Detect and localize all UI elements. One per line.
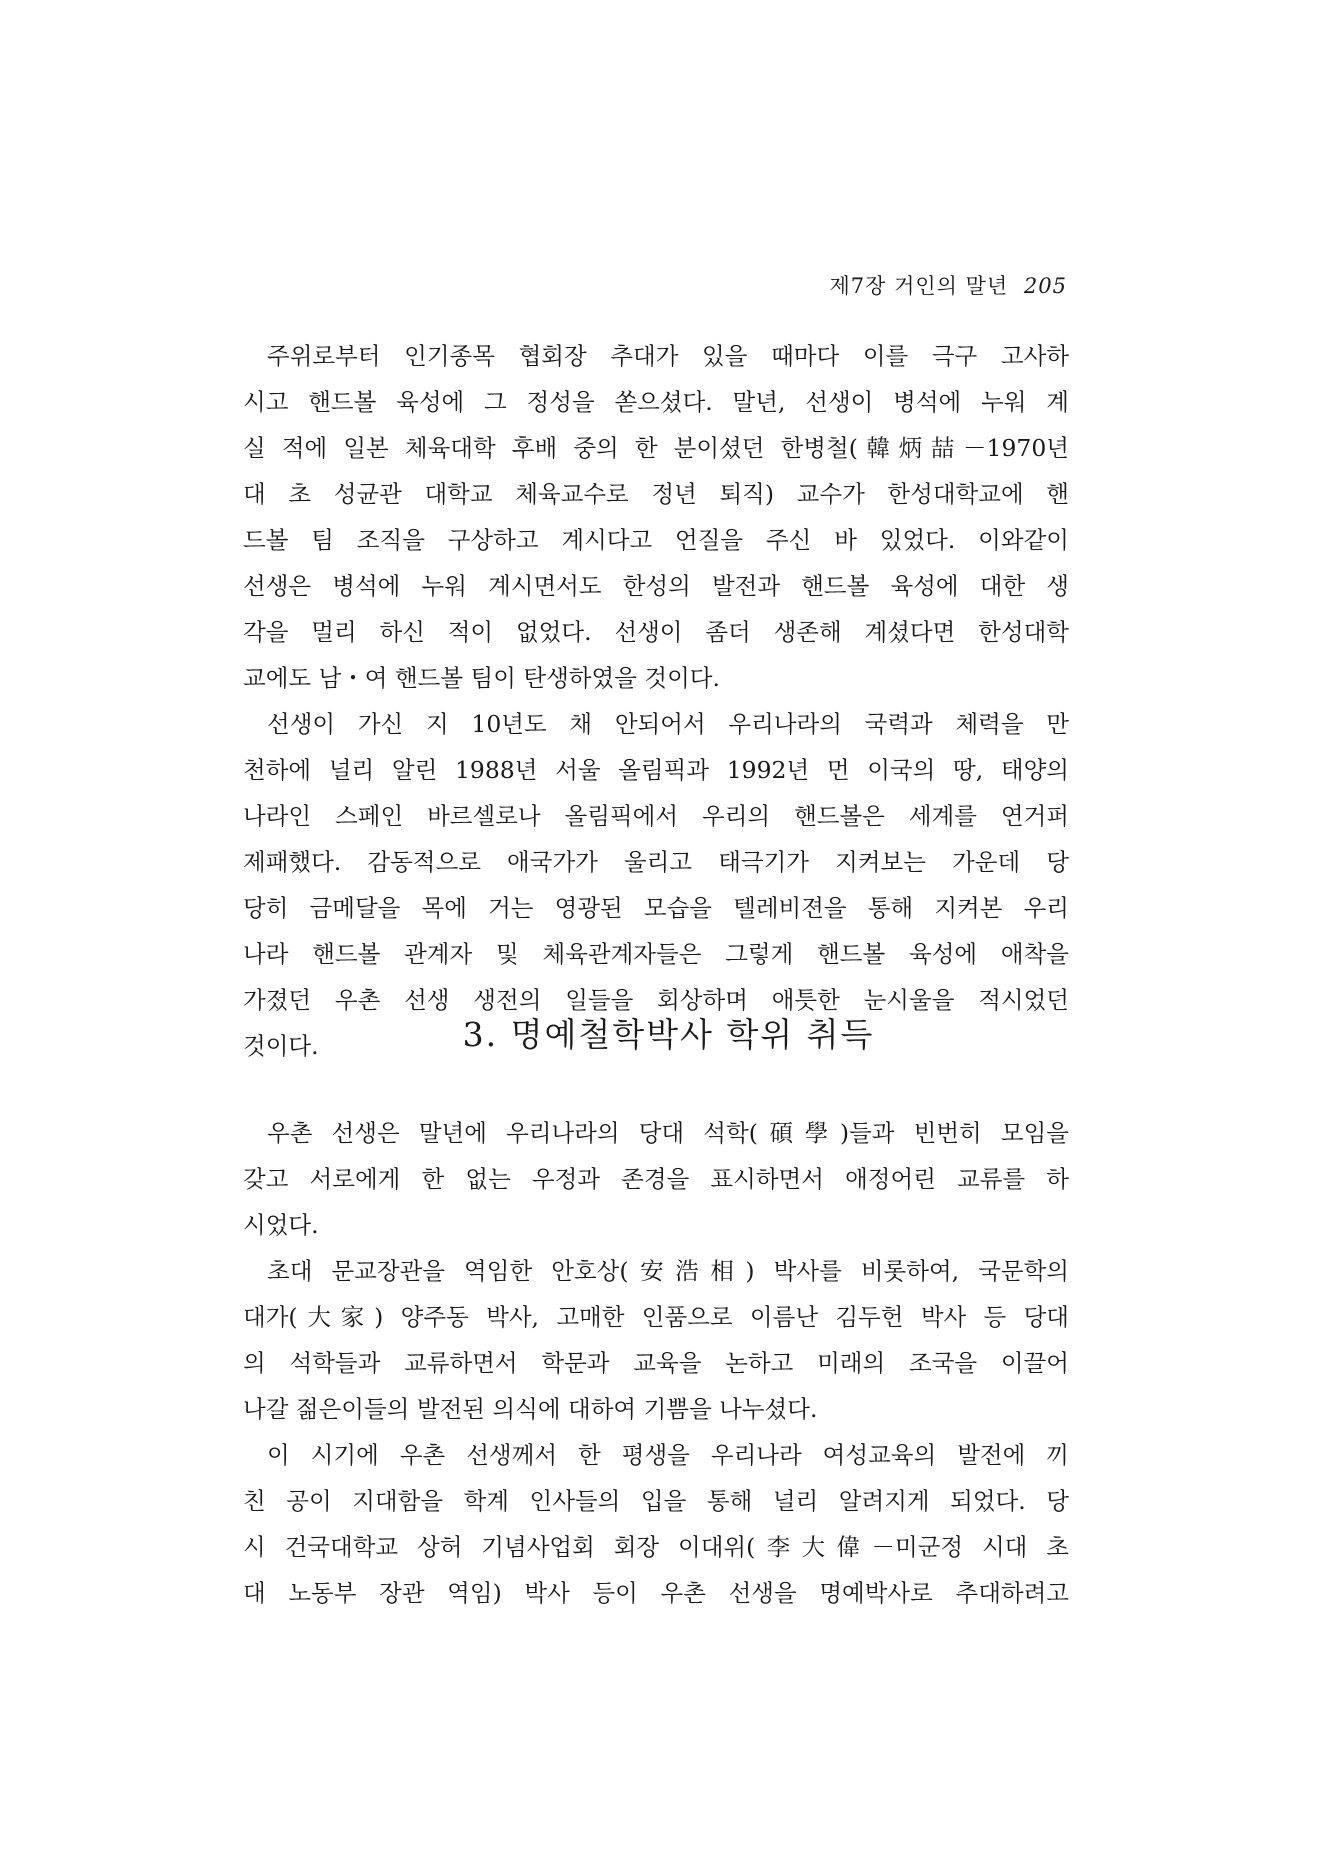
text-line: 주위로부터 인기종목 협회장 추대가 있을 때마다 이를 극구 고사하: [267, 342, 1069, 370]
chapter-title: 제7장 거인의 말년: [829, 274, 1009, 298]
text-line: 교에도 남・여 핸드볼 팀이 탄생하였을 것이다.: [243, 664, 720, 692]
page-number: 205: [1023, 274, 1067, 298]
text-line: 나갈 젊은이들의 발전된 의식에 대하여 기쁨을 나누셨다.: [243, 1395, 818, 1423]
text-line: 선생이 가신 지 10년도 채 안되어서 우리나라의 국력과 체력을 만: [267, 710, 1069, 738]
text-line: 가졌던 우촌 선생 생전의 일들을 회상하며 애틋한 눈시울을 적시었던: [243, 986, 1069, 1014]
text-line: 실 적에 일본 체육대학 후배 중의 한 분이셨던 한병철(韓炳喆－1970년: [243, 434, 1069, 462]
text-line: 대 초 성균관 대학교 체육교수로 정년 퇴직) 교수가 한성대학교에 핸: [243, 480, 1069, 508]
text-line: 대가(大家) 양주동 박사, 고매한 인품으로 이름난 김두헌 박사 등 당대: [243, 1303, 1069, 1331]
text-line: 나라인 스페인 바르셀로나 올림픽에서 우리의 핸드볼은 세계를 연거퍼: [243, 802, 1069, 830]
text-line: 우촌 선생은 말년에 우리나라의 당대 석학(碩學)들과 빈번히 모임을: [267, 1119, 1069, 1147]
body-text-bottom: [243, 1110, 1069, 1616]
text-line: 시었다.: [243, 1211, 319, 1239]
text-line: 천하에 널리 알린 1988년 서울 올림픽과 1992년 먼 이국의 땅, 태양의: [243, 756, 1069, 784]
text-line: 대 노동부 장관 역임) 박사 등이 우촌 선생을 명예박사로 추대하려고: [243, 1579, 1069, 1607]
text-line: 시 건국대학교 상허 기념사업회 회장 이대위(李大偉－미군정 시대 초: [243, 1533, 1069, 1561]
text-line: 것이다.: [243, 1032, 319, 1060]
text-line: 시고 핸드볼 육성에 그 정성을 쏟으셨다. 말년, 선생이 병석에 누워 계: [243, 388, 1069, 416]
running-header: [830, 270, 1068, 300]
text-line: 드볼 팀 조직을 구상하고 계시다고 언질을 주신 바 있었다. 이와같이: [243, 526, 1069, 554]
text-line: 당히 금메달을 목에 거는 영광된 모습을 텔레비젼을 통해 지켜본 우리: [243, 894, 1069, 922]
text-line: 나라 핸드볼 관계자 및 체육관계자들은 그렇게 핸드볼 육성에 애착을: [243, 940, 1069, 968]
text-line: 초대 문교장관을 역임한 안호상(安浩相) 박사를 비롯하여, 국문학의: [267, 1257, 1069, 1285]
text-line: 갖고 서로에게 한 없는 우정과 존경을 표시하면서 애정어린 교류를 하: [243, 1165, 1069, 1193]
body-text-top: [243, 333, 1069, 1069]
section-title: 3. 명예철학박사 학위 취득: [462, 1015, 875, 1054]
text-line: 이 시기에 우촌 선생께서 한 평생을 우리나라 여성교육의 발전에 끼: [267, 1441, 1069, 1469]
text-line: 제패했다. 감동적으로 애국가가 울리고 태극기가 지켜보는 가운데 당: [243, 848, 1069, 876]
text-line: 선생은 병석에 누워 계시면서도 한성의 발전과 핸드볼 육성에 대한 생: [243, 572, 1069, 600]
text-line: 각을 멀리 하신 적이 없었다. 선생이 좀더 생존해 계셨다면 한성대학: [243, 618, 1069, 646]
text-line: 친 공이 지대함을 학계 인사들의 입을 통해 널리 알려지게 되었다. 당: [243, 1487, 1069, 1515]
text-line: 의 석학들과 교류하면서 학문과 교육을 논하고 미래의 조국을 이끌어: [243, 1349, 1069, 1377]
